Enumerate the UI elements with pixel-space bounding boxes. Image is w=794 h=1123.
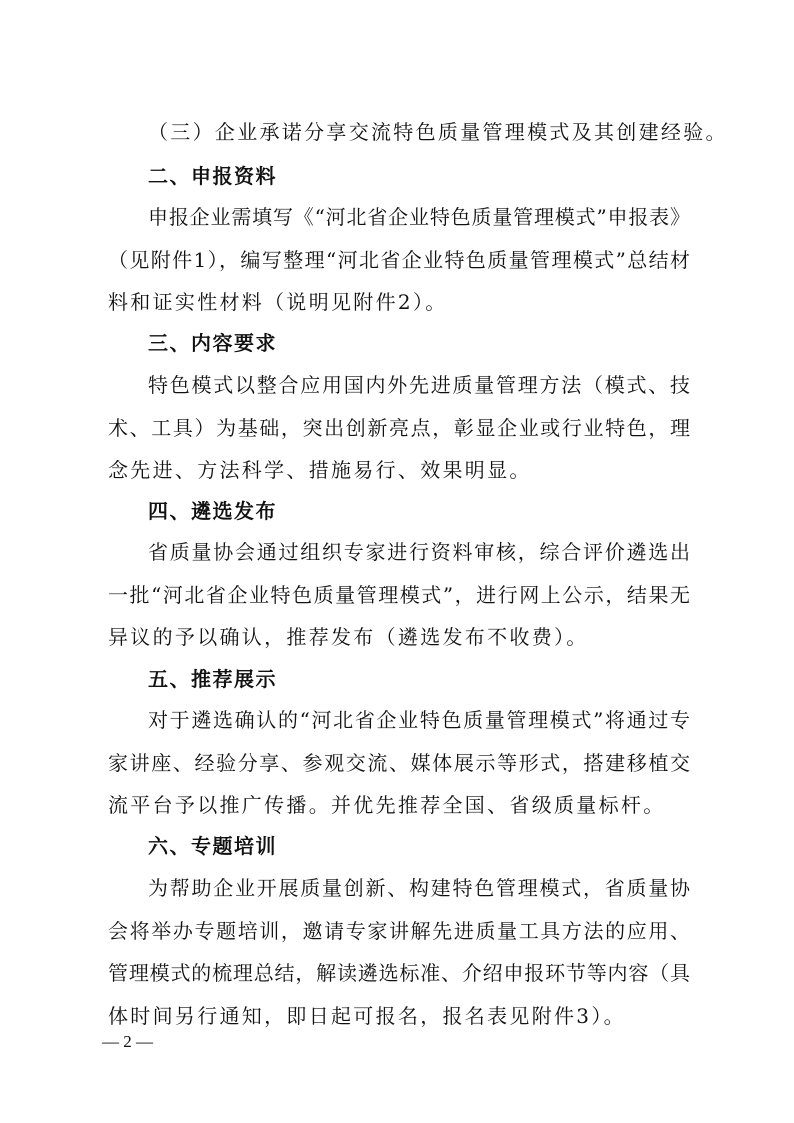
paragraph-commitment: （三）企业承诺分享交流特色质量管理模式及其创建经验。: [148, 120, 728, 144]
paragraph-application-line-3: 料和证实性材料（说明见附件2）。: [108, 290, 448, 314]
page-number: — 2 —: [102, 1032, 153, 1051]
section-heading-selection-release: 四、遴选发布: [148, 499, 277, 523]
paragraph-training-line-2: 会将举办专题培训，邀请专家讲解先进质量工具方法的应用、: [108, 919, 690, 943]
paragraph-training-line-4: 体时间另行通知，即日起可报名，报名表见附件3）。: [108, 1004, 626, 1028]
paragraph-training-line-3: 管理模式的梳理总结，解读遴选标准、介绍申报环节等内容（具: [108, 961, 690, 985]
paragraph-display-line-2: 家讲座、经验分享、参观交流、媒体展示等形式，搭建移植交: [108, 751, 690, 775]
section-heading-recommendation-display: 五、推荐展示: [148, 667, 277, 691]
section-heading-content-requirements: 三、内容要求: [148, 331, 277, 355]
section-heading-application-materials: 二、申报资料: [148, 164, 277, 188]
paragraph-display-line-1: 对于遴选确认的“河北省企业特色质量管理模式”将通过专: [148, 708, 690, 732]
paragraph-application-line-2: （见附件1），编写整理“河北省企业特色质量管理模式”总结材: [108, 248, 690, 272]
paragraph-selection-line-1: 省质量协会通过组织专家进行资料审核，综合评价遴选出: [148, 540, 690, 564]
paragraph-content-line-1: 特色模式以整合应用国内外先进质量管理方法（模式、技: [148, 373, 690, 397]
paragraph-application-line-1: 申报企业需填写《“河北省企业特色质量管理模式”申报表》: [148, 205, 690, 229]
paragraph-training-line-1: 为帮助企业开展质量创新、构建特色管理模式，省质量协: [148, 876, 690, 900]
paragraph-selection-line-3: 异议的予以确认，推荐发布（遴选发布不收费）。: [108, 625, 589, 649]
paragraph-content-line-3: 念先进、方法科学、措施易行、效果明显。: [108, 458, 532, 482]
paragraph-selection-line-2: 一批“河北省企业特色质量管理模式”，进行网上公示，结果无: [108, 583, 690, 607]
section-heading-special-training: 六、专题培训: [148, 834, 277, 858]
paragraph-display-line-3: 流平台予以推广传播。并优先推荐全国、省级质量标杆。: [108, 793, 666, 817]
paragraph-content-line-2: 术、工具）为基础，突出创新亮点，彰显企业或行业特色，理: [108, 416, 690, 440]
